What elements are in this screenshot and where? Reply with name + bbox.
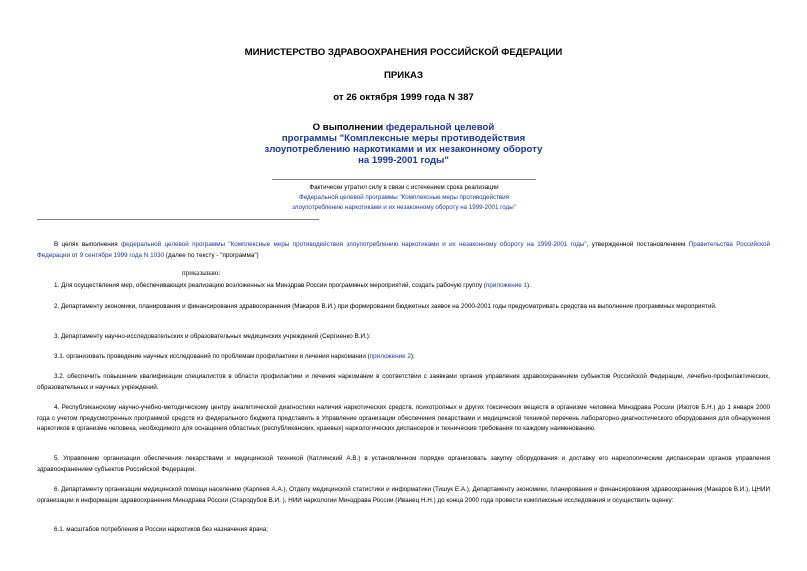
item-1-text: 1. Для осуществления мер, обеспечивающих реализацию возложенных на Минздрав России программных мероприятий, создать рабочую группу ( — [54, 282, 486, 289]
program-title-link-2[interactable]: программы "Комплексные меры противодействия — [281, 133, 526, 144]
appendix-2-link[interactable]: приложение 2 — [369, 353, 411, 360]
item-4-text: 4. Республиканскому научно-учебно-методическому центру аналитической диагностики наличия наркотических средств, психотропных и других токсических веществ в организме человека Минздрава России (Изотов Б.Н.) до 1 января 2000 года с учетом предусмотренных программой средств из федерального бюджета представить в Управление организации обеспечения лекарствами и медицинской техникой перечень лабораторно-диагностического оборудования для обнаружения наркотиков в организме человека, необходимого для оснащения областных (республиканских, краевых) наркологических диспансеров и технические требования по каждому наименованию. — [37, 404, 770, 432]
program-title-link-4[interactable]: на 1999-2001 годы" — [358, 155, 449, 166]
doc-type-heading: ПРИКАЗ — [384, 70, 423, 81]
appendix-1-link[interactable]: приложение 1 — [485, 282, 528, 289]
item-5-text: 5. Управлению организации обеспечения лекарствами и медицинской техникой (Катлинский А.В.) в установленном порядке организовать закупку оборудования и доставку его наркологическим диспансерам органов управления здравоохранением субъектов Российской Федерации. — [37, 455, 770, 473]
status-note-link-1[interactable]: Федеральной целевой программы "Комплексные меры противодействия — [299, 194, 509, 201]
item-3-1 — [37, 352, 770, 363]
item-5 — [37, 454, 770, 475]
item-6-1 — [37, 525, 770, 536]
order-word: приказываю: — [182, 270, 221, 277]
program-link[interactable]: федеральной целевой программы "Комплексные меры противодействия злоупотреблению наркотиками и их незаконному обороту на 1999-2001 годы" — [120, 241, 587, 248]
doc-date: от 26 октября 1999 года N 387 — [333, 92, 474, 103]
item-3-2 — [37, 372, 770, 393]
title-line-1 — [0, 122, 807, 133]
item-3 — [37, 332, 770, 343]
status-note-link-2[interactable]: злоупотреблению наркотиками и их незаконному обороту на 1999-2001 годы" — [292, 204, 516, 211]
item-4 — [37, 403, 770, 435]
item-3-1-text: 3.1. организовать проведение научных исследований по проблемам профилактики и лечения наркомании ( — [54, 353, 370, 360]
item-1 — [37, 281, 770, 292]
item-3-text: 3. Департаменту научно-исследовательских и образовательных медицинских учреждений (Сергиенко В.И.): — [54, 333, 371, 340]
preamble-text-3: (далее по тексту - "программа") — [164, 251, 259, 259]
government-decree-link[interactable]: Правительства Российской Федерации от 9 сентября 1999 года N 1030 — [37, 241, 771, 259]
program-title-link-1[interactable]: федеральной целевой — [385, 122, 495, 133]
preamble-text-2: , утвержденной постановлением — [586, 241, 689, 248]
item-6-1-text: 6.1. масштабов потребления в России наркотиков без назначения врача; — [54, 526, 268, 533]
divider-bottom — [37, 219, 319, 220]
preamble-paragraph — [37, 240, 770, 261]
divider-top — [272, 179, 536, 180]
item-1-end: ). — [527, 282, 531, 289]
program-title-link-3[interactable]: злоупотреблению наркотиками и их незаконному обороту — [264, 144, 543, 155]
item-6 — [37, 485, 770, 506]
preamble-text-1: В целях выполнения — [54, 241, 121, 248]
item-3-1-end: ); — [410, 353, 415, 360]
ministry-heading: МИНИСТЕРСТВО ЗДРАВООХРАНЕНИЯ РОССИЙСКОЙ ФЕДЕРАЦИИ — [244, 47, 563, 58]
item-2-text: 2. Департаменту экономики, планирования и финансирования здравоохранения (Макаров В.И.) при формировании бюджетных заявок на 2000-2001 годы предусматривать средства на выполнение программных мероприятий. — [54, 303, 717, 310]
status-note-line-1: Фактически утратил силу в связи с истечением срока реализации — [309, 184, 499, 191]
item-2 — [37, 302, 770, 313]
item-3-2-text: 3.2. обеспечить повышение квалификации специалистов в области профилактики и лечения наркомании в соответствии с заявками органов управления здравоохранением субъектов Российской Федерации, лечебно-профилактических, образовательных и научных учреждений. — [37, 373, 770, 391]
title-prefix: О выполнении — [312, 122, 386, 133]
item-6-text: 6. Департаменту организации медицинской помощи населению (Карпеев А.А.), Отделу медицинской статистики и информатики (Тишук Е.А.), Департаменту экономики, планирования и финансирования здравоохранения (Макаров В.И.), ЦНИИ организации и информации здравоохранения Минздрава России (Стародубов В.И. ), НИИ наркологии Минздрава России (Иванец Н.Н.) до конца 2000 года провести комплексные исследования и осуществить оценку: — [37, 486, 770, 504]
